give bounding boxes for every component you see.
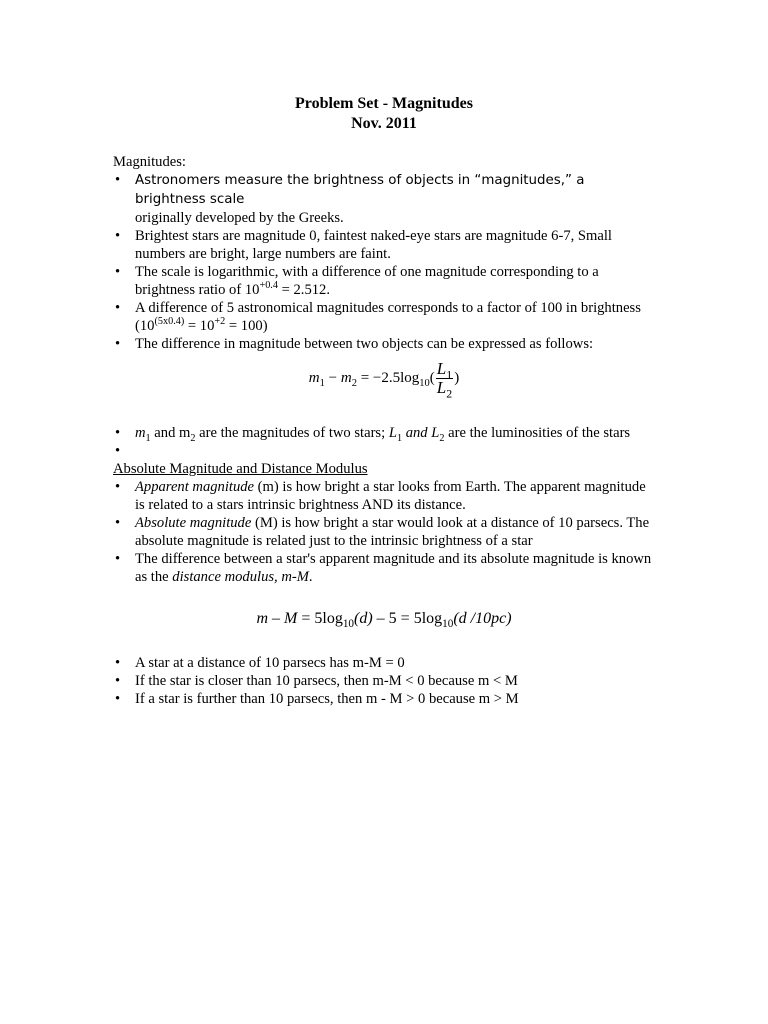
- list-item: [113, 690, 653, 708]
- formula-symbol: (d): [354, 610, 373, 627]
- list-item: [113, 299, 653, 335]
- absolute-magnitude-heading: Absolute Magnitude and Distance Modulus: [113, 461, 368, 477]
- list-item: [113, 514, 653, 550]
- list-item-empty: [113, 442, 653, 460]
- formula-text: = 5: [297, 610, 323, 627]
- bullet-text: The scale is logarithmic, with a difference of one magnitude corresponding to a brightness ratio of 10: [135, 264, 599, 298]
- absolute-list: [113, 478, 653, 586]
- bullet-text: Absolute magnitude: [135, 515, 252, 531]
- formula-symbol: m: [340, 369, 352, 386]
- bullet-text: A star at a distance of 10 parsecs has m-M = 0: [135, 655, 405, 671]
- list-item: [113, 550, 653, 586]
- formula-subscript: 2: [446, 386, 453, 401]
- list-item: [113, 424, 653, 442]
- formula-text: (: [429, 369, 435, 386]
- magnitudes-list: [113, 171, 653, 353]
- distance-modulus-list: [113, 654, 653, 708]
- fraction-denominator: [436, 378, 453, 401]
- bullet-text: are the magnitudes of two stars;: [195, 425, 389, 441]
- formula-symbol: m: [308, 369, 320, 386]
- formula-text: ): [454, 369, 460, 386]
- formula-text: = −2.5: [356, 369, 401, 386]
- subscript: 1: [145, 432, 151, 444]
- formula-text: log: [400, 369, 420, 386]
- bullet-text: = 10: [184, 318, 215, 334]
- bullet-text: (M) is how bright a star would look at a distance of 10 parsecs. The absolute magnitude is related just to the intrinsic brightness of a star: [135, 515, 650, 549]
- formula-symbol: L: [436, 359, 447, 378]
- bullet-text: m: [135, 425, 146, 441]
- magnitude-formula: [0, 359, 768, 401]
- formula-text: log: [421, 610, 443, 627]
- list-item: [113, 171, 653, 227]
- formula-symbol: (d /10pc): [453, 610, 512, 627]
- bullet-text: and m: [150, 425, 191, 441]
- formula-text: log: [322, 610, 343, 627]
- list-item: [113, 654, 653, 672]
- bullet-text: If a star is further than 10 parsecs, then m - M > 0 because m > M: [135, 691, 519, 707]
- bullet-text: and L: [402, 425, 440, 441]
- superscript: +0.4: [259, 280, 278, 292]
- bullet-text: If the star is closer than 10 parsecs, then m-M < 0 because m < M: [135, 673, 518, 689]
- bullet-text: The difference between a star's apparent magnitude and its absolute magnitude is known as the: [135, 551, 652, 585]
- formula-subscript: 10: [419, 377, 430, 389]
- list-item: [113, 335, 653, 353]
- bullet-text: The difference in magnitude between two objects can be expressed as follows:: [135, 336, 594, 352]
- formula-subscript: 1: [446, 367, 453, 382]
- magnitudes-heading: Magnitudes:: [113, 154, 186, 170]
- bullet-text: Brightest stars are magnitude 0, faintest naked-eye stars are magnitude 6-7, Small numbers are bright, large numbers are faint.: [135, 228, 612, 262]
- formula-subscript: 2: [351, 377, 357, 389]
- bullet-text: = 100): [225, 318, 268, 334]
- bullet-text: L: [388, 425, 397, 441]
- subscript: 2: [439, 432, 445, 444]
- formula-symbol: m – M: [256, 610, 298, 627]
- luminosity-fraction: [436, 359, 453, 401]
- title-line-2: Nov. 2011: [351, 115, 417, 132]
- formula-symbol: L: [436, 378, 447, 397]
- bullet-text: Apparent magnitude: [135, 479, 255, 495]
- bullet-text: Astronomers measure the brightness of objects in “magnitudes,” a brightness scale: [135, 173, 585, 207]
- subscript: 1: [396, 432, 403, 444]
- bullet-text: A difference of 5 astronomical magnitudes corresponds to a factor of 100 in brightness (10: [135, 300, 641, 334]
- superscript: +2: [214, 316, 226, 328]
- fraction-numerator: [436, 359, 453, 382]
- bullet-text: originally developed by the Greeks.: [135, 210, 344, 226]
- formula-subscript: 10: [442, 618, 454, 631]
- list-item: [113, 672, 653, 690]
- list-item: [113, 478, 653, 514]
- magnitudes-list-2: [113, 424, 653, 460]
- formula-text: – 5 = 5: [372, 610, 422, 627]
- bullet-text: are the luminosities of the stars: [444, 425, 631, 441]
- bullet-text: = 2.512.: [277, 282, 330, 298]
- bullet-text: (m) is how bright a star looks from Earth. The apparent magnitude is related to a stars intrinsic brightness AND its distance.: [135, 479, 646, 513]
- subscript: 2: [190, 432, 196, 444]
- distance-modulus-formula: [0, 610, 768, 631]
- superscript: (5x0.4): [154, 316, 185, 328]
- formula-subscript: 1: [319, 377, 325, 389]
- document-title: [0, 94, 768, 134]
- formula-subscript: 10: [342, 618, 355, 631]
- list-item: [113, 263, 653, 299]
- list-item: [113, 227, 653, 263]
- bullet-text: .: [308, 569, 313, 585]
- formula-text: −: [324, 369, 341, 386]
- bullet-text: distance modulus, m-M: [172, 569, 309, 585]
- title-line-1: Problem Set - Magnitudes: [295, 95, 473, 112]
